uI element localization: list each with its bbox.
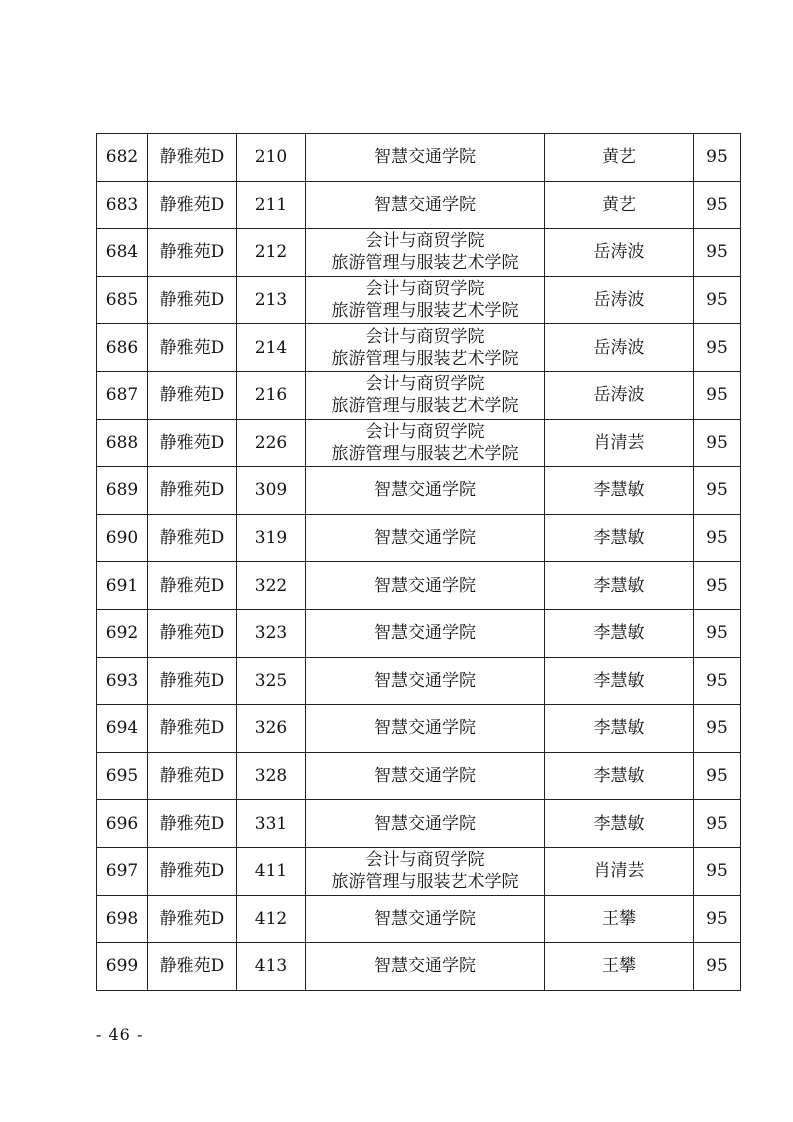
manager-cell: 黄艺 bbox=[545, 181, 694, 229]
department-name: 智慧交通学院 bbox=[374, 623, 476, 644]
row-number-cell: 697 bbox=[97, 847, 148, 895]
manager-cell: 李慧敏 bbox=[545, 467, 694, 515]
table-body bbox=[97, 134, 741, 991]
score-cell: 95 bbox=[694, 276, 741, 324]
row-number-cell: 690 bbox=[97, 514, 148, 562]
building-cell: 静雅苑D bbox=[148, 895, 237, 943]
table-row bbox=[97, 609, 741, 657]
score-cell: 95 bbox=[694, 609, 741, 657]
row-number-cell: 691 bbox=[97, 562, 148, 610]
row-number-cell: 693 bbox=[97, 657, 148, 705]
department-name: 会计与商贸学院 bbox=[365, 421, 485, 442]
department-cell bbox=[306, 609, 545, 657]
building-cell: 静雅苑D bbox=[148, 181, 237, 229]
department-cell bbox=[306, 134, 545, 182]
score-cell: 95 bbox=[694, 895, 741, 943]
score-cell: 95 bbox=[694, 657, 741, 705]
department-cell bbox=[306, 467, 545, 515]
row-number-cell: 698 bbox=[97, 895, 148, 943]
table-row bbox=[97, 181, 741, 229]
department-cell bbox=[306, 847, 545, 895]
manager-cell: 李慧敏 bbox=[545, 705, 694, 753]
building-cell: 静雅苑D bbox=[148, 134, 237, 182]
table-row bbox=[97, 134, 741, 182]
score-cell: 95 bbox=[694, 229, 741, 277]
score-cell: 95 bbox=[694, 847, 741, 895]
row-number-cell: 682 bbox=[97, 134, 148, 182]
department-cell bbox=[306, 324, 545, 372]
building-cell: 静雅苑D bbox=[148, 562, 237, 610]
score-cell: 95 bbox=[694, 371, 741, 419]
manager-cell: 李慧敏 bbox=[545, 562, 694, 610]
department-cell bbox=[306, 657, 545, 705]
table-row bbox=[97, 562, 741, 610]
row-number-cell: 686 bbox=[97, 324, 148, 372]
row-number-cell: 696 bbox=[97, 800, 148, 848]
building-cell: 静雅苑D bbox=[148, 609, 237, 657]
manager-cell: 李慧敏 bbox=[545, 752, 694, 800]
table-row bbox=[97, 514, 741, 562]
department-cell bbox=[306, 419, 545, 467]
department-name: 智慧交通学院 bbox=[374, 194, 476, 215]
score-cell: 95 bbox=[694, 943, 741, 991]
building-cell: 静雅苑D bbox=[148, 943, 237, 991]
room-cell: 211 bbox=[237, 181, 306, 229]
table-row bbox=[97, 895, 741, 943]
table-row bbox=[97, 752, 741, 800]
building-cell: 静雅苑D bbox=[148, 657, 237, 705]
table-row bbox=[97, 657, 741, 705]
score-cell: 95 bbox=[694, 419, 741, 467]
department-name: 旅游管理与服装艺术学院 bbox=[331, 396, 519, 417]
manager-cell: 李慧敏 bbox=[545, 800, 694, 848]
building-cell: 静雅苑D bbox=[148, 467, 237, 515]
room-cell: 214 bbox=[237, 324, 306, 372]
table-row bbox=[97, 276, 741, 324]
building-cell: 静雅苑D bbox=[148, 324, 237, 372]
manager-cell: 李慧敏 bbox=[545, 609, 694, 657]
room-cell: 216 bbox=[237, 371, 306, 419]
room-cell: 309 bbox=[237, 467, 306, 515]
score-cell: 95 bbox=[694, 134, 741, 182]
department-cell bbox=[306, 705, 545, 753]
table-row bbox=[97, 229, 741, 277]
score-cell: 95 bbox=[694, 467, 741, 515]
room-cell: 328 bbox=[237, 752, 306, 800]
room-cell: 326 bbox=[237, 705, 306, 753]
building-cell: 静雅苑D bbox=[148, 514, 237, 562]
department-name: 智慧交通学院 bbox=[374, 670, 476, 691]
table-row bbox=[97, 324, 741, 372]
room-cell: 210 bbox=[237, 134, 306, 182]
department-cell bbox=[306, 514, 545, 562]
manager-cell: 肖清芸 bbox=[545, 419, 694, 467]
row-number-cell: 688 bbox=[97, 419, 148, 467]
score-cell: 95 bbox=[694, 705, 741, 753]
manager-cell: 肖清芸 bbox=[545, 847, 694, 895]
score-cell: 95 bbox=[694, 562, 741, 610]
building-cell: 静雅苑D bbox=[148, 847, 237, 895]
department-cell bbox=[306, 895, 545, 943]
manager-cell: 岳涛波 bbox=[545, 276, 694, 324]
row-number-cell: 687 bbox=[97, 371, 148, 419]
department-name: 智慧交通学院 bbox=[374, 956, 476, 977]
department-name: 会计与商贸学院 bbox=[365, 231, 485, 252]
row-number-cell: 699 bbox=[97, 943, 148, 991]
department-name: 智慧交通学院 bbox=[374, 766, 476, 787]
department-name: 会计与商贸学院 bbox=[365, 326, 485, 347]
room-cell: 226 bbox=[237, 419, 306, 467]
department-name: 旅游管理与服装艺术学院 bbox=[331, 872, 519, 893]
table-row bbox=[97, 943, 741, 991]
department-name: 旅游管理与服装艺术学院 bbox=[331, 253, 519, 274]
table-row bbox=[97, 419, 741, 467]
department-name: 会计与商贸学院 bbox=[365, 850, 485, 871]
building-cell: 静雅苑D bbox=[148, 752, 237, 800]
table-row bbox=[97, 800, 741, 848]
score-cell: 95 bbox=[694, 752, 741, 800]
room-cell: 213 bbox=[237, 276, 306, 324]
department-cell bbox=[306, 276, 545, 324]
room-cell: 413 bbox=[237, 943, 306, 991]
department-name: 会计与商贸学院 bbox=[365, 374, 485, 395]
building-cell: 静雅苑D bbox=[148, 371, 237, 419]
building-cell: 静雅苑D bbox=[148, 276, 237, 324]
manager-cell: 岳涛波 bbox=[545, 324, 694, 372]
department-name: 旅游管理与服装艺术学院 bbox=[331, 443, 519, 464]
department-name: 智慧交通学院 bbox=[374, 575, 476, 596]
building-cell: 静雅苑D bbox=[148, 229, 237, 277]
score-cell: 95 bbox=[694, 514, 741, 562]
row-number-cell: 685 bbox=[97, 276, 148, 324]
manager-cell: 李慧敏 bbox=[545, 514, 694, 562]
dormitory-score-table bbox=[96, 133, 741, 991]
department-name: 智慧交通学院 bbox=[374, 480, 476, 501]
department-name: 智慧交通学院 bbox=[374, 813, 476, 834]
department-name: 智慧交通学院 bbox=[374, 908, 476, 929]
page-number: - 46 - bbox=[96, 1025, 144, 1044]
room-cell: 325 bbox=[237, 657, 306, 705]
department-name: 智慧交通学院 bbox=[374, 147, 476, 168]
table-row bbox=[97, 371, 741, 419]
table-row bbox=[97, 847, 741, 895]
room-cell: 212 bbox=[237, 229, 306, 277]
department-name: 旅游管理与服装艺术学院 bbox=[331, 348, 519, 369]
building-cell: 静雅苑D bbox=[148, 705, 237, 753]
manager-cell: 岳涛波 bbox=[545, 371, 694, 419]
row-number-cell: 683 bbox=[97, 181, 148, 229]
department-name: 智慧交通学院 bbox=[374, 718, 476, 739]
room-cell: 412 bbox=[237, 895, 306, 943]
manager-cell: 李慧敏 bbox=[545, 657, 694, 705]
score-cell: 95 bbox=[694, 324, 741, 372]
building-cell: 静雅苑D bbox=[148, 800, 237, 848]
room-cell: 322 bbox=[237, 562, 306, 610]
row-number-cell: 692 bbox=[97, 609, 148, 657]
building-cell: 静雅苑D bbox=[148, 419, 237, 467]
room-cell: 319 bbox=[237, 514, 306, 562]
table-row bbox=[97, 467, 741, 515]
manager-cell: 岳涛波 bbox=[545, 229, 694, 277]
row-number-cell: 689 bbox=[97, 467, 148, 515]
department-name: 智慧交通学院 bbox=[374, 528, 476, 549]
row-number-cell: 695 bbox=[97, 752, 148, 800]
manager-cell: 黄艺 bbox=[545, 134, 694, 182]
table-row bbox=[97, 705, 741, 753]
department-cell bbox=[306, 800, 545, 848]
room-cell: 411 bbox=[237, 847, 306, 895]
department-name: 会计与商贸学院 bbox=[365, 279, 485, 300]
room-cell: 331 bbox=[237, 800, 306, 848]
department-cell bbox=[306, 229, 545, 277]
department-cell bbox=[306, 181, 545, 229]
department-cell bbox=[306, 371, 545, 419]
department-name: 旅游管理与服装艺术学院 bbox=[331, 301, 519, 322]
manager-cell: 王攀 bbox=[545, 943, 694, 991]
department-cell bbox=[306, 562, 545, 610]
row-number-cell: 684 bbox=[97, 229, 148, 277]
score-cell: 95 bbox=[694, 800, 741, 848]
room-cell: 323 bbox=[237, 609, 306, 657]
department-cell bbox=[306, 752, 545, 800]
department-cell bbox=[306, 943, 545, 991]
manager-cell: 王攀 bbox=[545, 895, 694, 943]
score-cell: 95 bbox=[694, 181, 741, 229]
row-number-cell: 694 bbox=[97, 705, 148, 753]
